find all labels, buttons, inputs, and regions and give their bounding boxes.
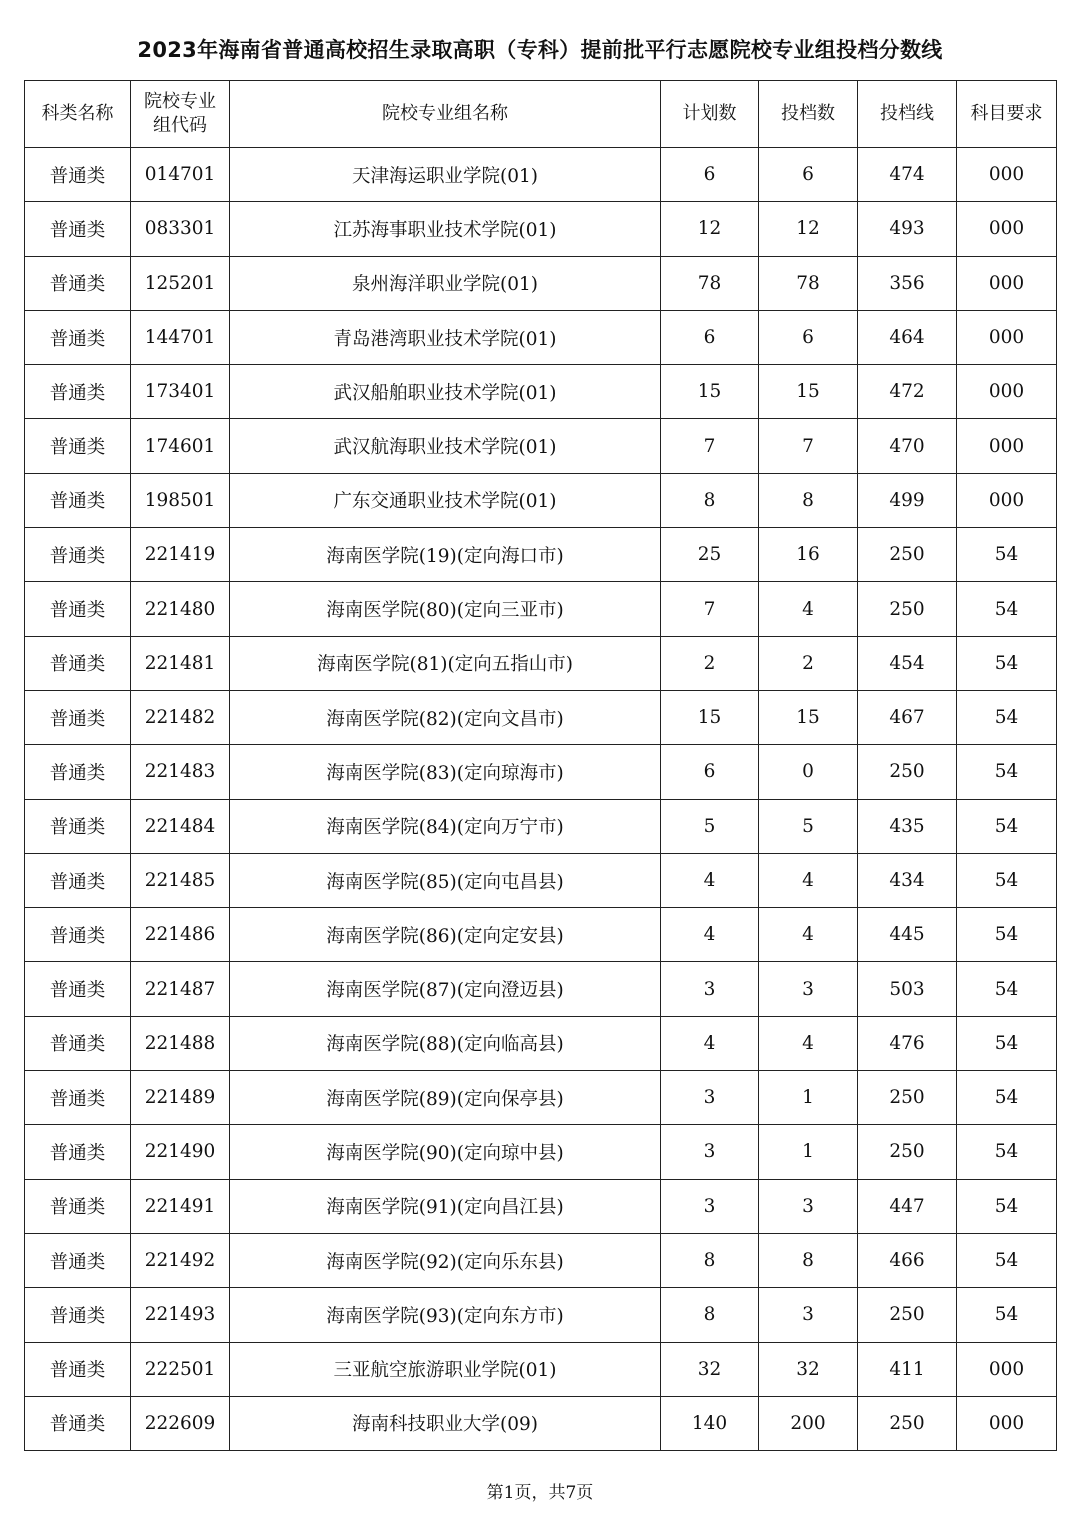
cell-subject-requirement: 54 bbox=[957, 745, 1057, 799]
cell-score-line: 250 bbox=[858, 528, 957, 582]
cell-score-line: 470 bbox=[858, 419, 957, 473]
table-row bbox=[25, 1071, 1057, 1125]
table-row bbox=[25, 636, 1057, 690]
cell-filed-count: 1 bbox=[759, 1071, 858, 1125]
cell-category: 普通类 bbox=[25, 636, 131, 690]
cell-subject-requirement: 000 bbox=[957, 1342, 1057, 1396]
cell-group-code: 198501 bbox=[131, 473, 230, 527]
cell-group-name: 武汉航海职业技术学院(01) bbox=[230, 419, 661, 473]
cell-group-name: 海南医学院(86)(定向定安县) bbox=[230, 908, 661, 962]
cell-filed-count: 4 bbox=[759, 853, 858, 907]
cell-plan-count: 6 bbox=[661, 310, 759, 364]
cell-score-line: 467 bbox=[858, 690, 957, 744]
cell-group-name: 海南医学院(83)(定向琼海市) bbox=[230, 745, 661, 799]
cell-group-code: 221493 bbox=[131, 1288, 230, 1342]
table-row bbox=[25, 202, 1057, 256]
cell-subject-requirement: 54 bbox=[957, 690, 1057, 744]
cell-category: 普通类 bbox=[25, 1233, 131, 1287]
cell-plan-count: 15 bbox=[661, 365, 759, 419]
cell-subject-requirement: 000 bbox=[957, 365, 1057, 419]
cell-group-name: 海南医学院(80)(定向三亚市) bbox=[230, 582, 661, 636]
cell-group-code: 173401 bbox=[131, 365, 230, 419]
cell-score-line: 447 bbox=[858, 1179, 957, 1233]
cell-filed-count: 5 bbox=[759, 799, 858, 853]
cell-category: 普通类 bbox=[25, 1396, 131, 1450]
cell-group-code: 174601 bbox=[131, 419, 230, 473]
cell-category: 普通类 bbox=[25, 1179, 131, 1233]
header-group-name: 院校专业组名称 bbox=[230, 81, 661, 148]
cell-plan-count: 15 bbox=[661, 690, 759, 744]
cell-plan-count: 4 bbox=[661, 853, 759, 907]
cell-category: 普通类 bbox=[25, 1071, 131, 1125]
cell-group-code: 221482 bbox=[131, 690, 230, 744]
table-row bbox=[25, 365, 1057, 419]
cell-group-name: 三亚航空旅游职业学院(01) bbox=[230, 1342, 661, 1396]
cell-filed-count: 3 bbox=[759, 1288, 858, 1342]
cell-plan-count: 6 bbox=[661, 148, 759, 202]
cell-subject-requirement: 54 bbox=[957, 1016, 1057, 1070]
cell-plan-count: 8 bbox=[661, 1233, 759, 1287]
cell-group-name: 江苏海事职业技术学院(01) bbox=[230, 202, 661, 256]
table-row bbox=[25, 690, 1057, 744]
cell-subject-requirement: 54 bbox=[957, 582, 1057, 636]
header-category: 科类名称 bbox=[25, 81, 131, 148]
cell-group-code: 222501 bbox=[131, 1342, 230, 1396]
cell-filed-count: 7 bbox=[759, 419, 858, 473]
header-group-code bbox=[131, 81, 230, 148]
cell-category: 普通类 bbox=[25, 148, 131, 202]
cell-filed-count: 4 bbox=[759, 908, 858, 962]
cell-category: 普通类 bbox=[25, 528, 131, 582]
cell-plan-count: 12 bbox=[661, 202, 759, 256]
cell-filed-count: 3 bbox=[759, 962, 858, 1016]
cell-filed-count: 8 bbox=[759, 1233, 858, 1287]
cell-group-name: 武汉船舶职业技术学院(01) bbox=[230, 365, 661, 419]
cell-category: 普通类 bbox=[25, 1288, 131, 1342]
table-row bbox=[25, 1233, 1057, 1287]
cell-subject-requirement: 54 bbox=[957, 908, 1057, 962]
cell-group-code: 222609 bbox=[131, 1396, 230, 1450]
cell-score-line: 250 bbox=[858, 582, 957, 636]
cell-score-line: 434 bbox=[858, 853, 957, 907]
cell-score-line: 476 bbox=[858, 1016, 957, 1070]
cell-group-name: 泉州海洋职业学院(01) bbox=[230, 256, 661, 310]
cell-group-code: 221491 bbox=[131, 1179, 230, 1233]
cell-category: 普通类 bbox=[25, 962, 131, 1016]
cell-subject-requirement: 54 bbox=[957, 636, 1057, 690]
cell-group-name: 天津海运职业学院(01) bbox=[230, 148, 661, 202]
cell-category: 普通类 bbox=[25, 690, 131, 744]
header-subject-requirement: 科目要求 bbox=[957, 81, 1057, 148]
table-row bbox=[25, 1396, 1057, 1450]
table-body bbox=[25, 148, 1057, 1451]
cell-subject-requirement: 000 bbox=[957, 256, 1057, 310]
cell-group-code: 014701 bbox=[131, 148, 230, 202]
cell-subject-requirement: 000 bbox=[957, 1396, 1057, 1450]
header-filed-count: 投档数 bbox=[759, 81, 858, 148]
cell-group-code: 083301 bbox=[131, 202, 230, 256]
cell-score-line: 411 bbox=[858, 1342, 957, 1396]
cell-subject-requirement: 000 bbox=[957, 310, 1057, 364]
cell-score-line: 454 bbox=[858, 636, 957, 690]
page-title: 2023年海南省普通高校招生录取高职（专科）提前批平行志愿院校专业组投档分数线 bbox=[137, 38, 943, 62]
cell-group-name: 海南医学院(87)(定向澄迈县) bbox=[230, 962, 661, 1016]
cell-plan-count: 5 bbox=[661, 799, 759, 853]
cell-group-name: 海南医学院(82)(定向文昌市) bbox=[230, 690, 661, 744]
table-row bbox=[25, 1125, 1057, 1179]
cell-group-name: 海南医学院(88)(定向临高县) bbox=[230, 1016, 661, 1070]
cell-category: 普通类 bbox=[25, 799, 131, 853]
cell-filed-count: 8 bbox=[759, 473, 858, 527]
cell-score-line: 503 bbox=[858, 962, 957, 1016]
cell-group-name: 海南医学院(19)(定向海口市) bbox=[230, 528, 661, 582]
cell-group-code: 221490 bbox=[131, 1125, 230, 1179]
cell-subject-requirement: 54 bbox=[957, 962, 1057, 1016]
header-score-line: 投档线 bbox=[858, 81, 957, 148]
cell-category: 普通类 bbox=[25, 1125, 131, 1179]
cell-subject-requirement: 54 bbox=[957, 799, 1057, 853]
cell-group-code: 221481 bbox=[131, 636, 230, 690]
table-row bbox=[25, 528, 1057, 582]
cell-group-code: 125201 bbox=[131, 256, 230, 310]
cell-category: 普通类 bbox=[25, 256, 131, 310]
cell-group-code: 221486 bbox=[131, 908, 230, 962]
header-plan-count: 计划数 bbox=[661, 81, 759, 148]
admission-score-table bbox=[24, 80, 1057, 1451]
cell-plan-count: 7 bbox=[661, 419, 759, 473]
cell-subject-requirement: 54 bbox=[957, 1071, 1057, 1125]
cell-group-name: 海南医学院(91)(定向昌江县) bbox=[230, 1179, 661, 1233]
cell-group-code: 144701 bbox=[131, 310, 230, 364]
cell-plan-count: 3 bbox=[661, 1179, 759, 1233]
table-row bbox=[25, 745, 1057, 799]
cell-group-name: 海南医学院(93)(定向东方市) bbox=[230, 1288, 661, 1342]
cell-category: 普通类 bbox=[25, 1016, 131, 1070]
cell-group-name: 海南科技职业大学(09) bbox=[230, 1396, 661, 1450]
cell-category: 普通类 bbox=[25, 473, 131, 527]
table-row bbox=[25, 582, 1057, 636]
cell-filed-count: 32 bbox=[759, 1342, 858, 1396]
cell-filed-count: 78 bbox=[759, 256, 858, 310]
cell-plan-count: 4 bbox=[661, 1016, 759, 1070]
cell-score-line: 250 bbox=[858, 1071, 957, 1125]
cell-group-name: 海南医学院(92)(定向乐东县) bbox=[230, 1233, 661, 1287]
table-row bbox=[25, 1016, 1057, 1070]
cell-category: 普通类 bbox=[25, 1342, 131, 1396]
cell-plan-count: 25 bbox=[661, 528, 759, 582]
table-row bbox=[25, 1179, 1057, 1233]
cell-group-code: 221419 bbox=[131, 528, 230, 582]
page-footer: 第1页，共7页 bbox=[486, 1483, 594, 1503]
table-header-row bbox=[25, 81, 1057, 148]
header-group-code-text: 院校专业组代码 bbox=[144, 91, 216, 136]
cell-group-name: 青岛港湾职业技术学院(01) bbox=[230, 310, 661, 364]
table-row bbox=[25, 148, 1057, 202]
cell-subject-requirement: 54 bbox=[957, 528, 1057, 582]
cell-plan-count: 3 bbox=[661, 962, 759, 1016]
cell-group-code: 221483 bbox=[131, 745, 230, 799]
cell-group-code: 221488 bbox=[131, 1016, 230, 1070]
cell-score-line: 464 bbox=[858, 310, 957, 364]
cell-subject-requirement: 54 bbox=[957, 1179, 1057, 1233]
cell-group-name: 海南医学院(90)(定向琼中县) bbox=[230, 1125, 661, 1179]
cell-filed-count: 2 bbox=[759, 636, 858, 690]
cell-plan-count: 4 bbox=[661, 908, 759, 962]
cell-filed-count: 200 bbox=[759, 1396, 858, 1450]
cell-score-line: 356 bbox=[858, 256, 957, 310]
cell-score-line: 445 bbox=[858, 908, 957, 962]
cell-group-name: 广东交通职业技术学院(01) bbox=[230, 473, 661, 527]
cell-category: 普通类 bbox=[25, 853, 131, 907]
cell-filed-count: 3 bbox=[759, 1179, 858, 1233]
cell-plan-count: 7 bbox=[661, 582, 759, 636]
cell-subject-requirement: 000 bbox=[957, 202, 1057, 256]
cell-subject-requirement: 54 bbox=[957, 1233, 1057, 1287]
table-row bbox=[25, 310, 1057, 364]
cell-group-code: 221489 bbox=[131, 1071, 230, 1125]
cell-filed-count: 15 bbox=[759, 690, 858, 744]
cell-plan-count: 8 bbox=[661, 1288, 759, 1342]
cell-subject-requirement: 000 bbox=[957, 419, 1057, 473]
cell-group-name: 海南医学院(84)(定向万宁市) bbox=[230, 799, 661, 853]
cell-group-code: 221484 bbox=[131, 799, 230, 853]
table-row bbox=[25, 1288, 1057, 1342]
cell-subject-requirement: 000 bbox=[957, 148, 1057, 202]
cell-category: 普通类 bbox=[25, 419, 131, 473]
cell-plan-count: 6 bbox=[661, 745, 759, 799]
cell-group-code: 221485 bbox=[131, 853, 230, 907]
cell-score-line: 474 bbox=[858, 148, 957, 202]
cell-filed-count: 0 bbox=[759, 745, 858, 799]
cell-score-line: 250 bbox=[858, 1288, 957, 1342]
cell-score-line: 493 bbox=[858, 202, 957, 256]
cell-category: 普通类 bbox=[25, 310, 131, 364]
cell-group-name: 海南医学院(85)(定向屯昌县) bbox=[230, 853, 661, 907]
cell-plan-count: 3 bbox=[661, 1125, 759, 1179]
cell-filed-count: 4 bbox=[759, 1016, 858, 1070]
cell-category: 普通类 bbox=[25, 745, 131, 799]
table-row bbox=[25, 419, 1057, 473]
cell-plan-count: 32 bbox=[661, 1342, 759, 1396]
cell-score-line: 466 bbox=[858, 1233, 957, 1287]
cell-score-line: 472 bbox=[858, 365, 957, 419]
cell-group-code: 221487 bbox=[131, 962, 230, 1016]
cell-group-code: 221480 bbox=[131, 582, 230, 636]
cell-filed-count: 1 bbox=[759, 1125, 858, 1179]
cell-score-line: 250 bbox=[858, 745, 957, 799]
table-row bbox=[25, 908, 1057, 962]
cell-score-line: 250 bbox=[858, 1125, 957, 1179]
table-row bbox=[25, 799, 1057, 853]
cell-plan-count: 140 bbox=[661, 1396, 759, 1450]
cell-subject-requirement: 54 bbox=[957, 853, 1057, 907]
cell-filed-count: 15 bbox=[759, 365, 858, 419]
cell-group-name: 海南医学院(89)(定向保亭县) bbox=[230, 1071, 661, 1125]
cell-filed-count: 16 bbox=[759, 528, 858, 582]
cell-category: 普通类 bbox=[25, 365, 131, 419]
table-row bbox=[25, 962, 1057, 1016]
table-row bbox=[25, 853, 1057, 907]
cell-plan-count: 8 bbox=[661, 473, 759, 527]
cell-subject-requirement: 54 bbox=[957, 1288, 1057, 1342]
cell-filed-count: 6 bbox=[759, 148, 858, 202]
table-row bbox=[25, 473, 1057, 527]
cell-score-line: 250 bbox=[858, 1396, 957, 1450]
table-row bbox=[25, 256, 1057, 310]
cell-score-line: 435 bbox=[858, 799, 957, 853]
cell-subject-requirement: 54 bbox=[957, 1125, 1057, 1179]
cell-category: 普通类 bbox=[25, 908, 131, 962]
cell-plan-count: 3 bbox=[661, 1071, 759, 1125]
cell-score-line: 499 bbox=[858, 473, 957, 527]
cell-subject-requirement: 000 bbox=[957, 473, 1057, 527]
table-row bbox=[25, 1342, 1057, 1396]
cell-plan-count: 2 bbox=[661, 636, 759, 690]
cell-category: 普通类 bbox=[25, 582, 131, 636]
cell-category: 普通类 bbox=[25, 202, 131, 256]
cell-filed-count: 6 bbox=[759, 310, 858, 364]
cell-filed-count: 12 bbox=[759, 202, 858, 256]
cell-group-name: 海南医学院(81)(定向五指山市) bbox=[230, 636, 661, 690]
cell-group-code: 221492 bbox=[131, 1233, 230, 1287]
cell-plan-count: 78 bbox=[661, 256, 759, 310]
cell-filed-count: 4 bbox=[759, 582, 858, 636]
